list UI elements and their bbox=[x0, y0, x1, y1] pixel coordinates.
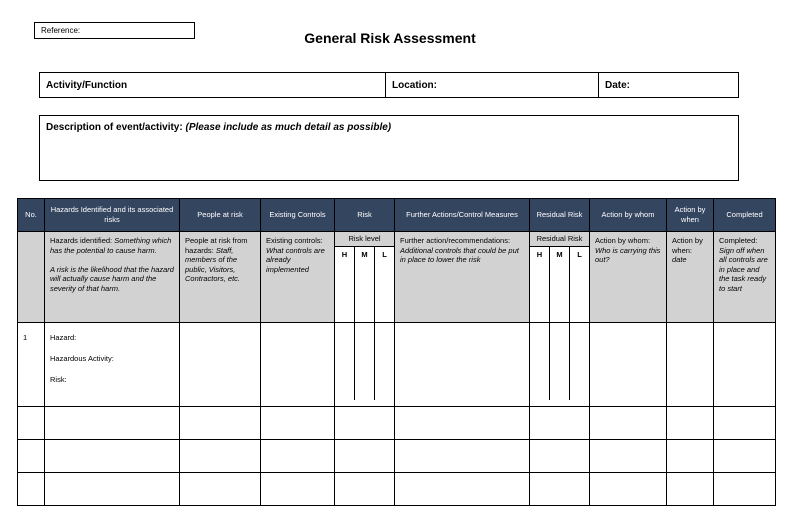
risk-l: L bbox=[375, 247, 394, 322]
reference-label: Reference: bbox=[41, 26, 81, 35]
residual-cell[interactable] bbox=[530, 323, 590, 407]
table-header-row bbox=[18, 199, 776, 232]
table-row bbox=[18, 440, 776, 473]
cell[interactable] bbox=[180, 407, 261, 440]
cell[interactable] bbox=[335, 407, 395, 440]
hazard-cell[interactable] bbox=[45, 323, 180, 407]
hazardous-activity-label: Hazardous Activity: bbox=[50, 354, 114, 363]
controls-text: What controls are already implemented bbox=[266, 245, 325, 274]
people-text: Staff, members of the public, Visitors, Contractors, etc. bbox=[185, 245, 241, 283]
cell[interactable] bbox=[667, 473, 714, 506]
cell[interactable] bbox=[590, 473, 667, 506]
cell[interactable] bbox=[335, 440, 395, 473]
header-no: No. bbox=[18, 199, 45, 232]
date-field[interactable] bbox=[599, 73, 738, 97]
header-residual: Residual Risk bbox=[530, 199, 590, 232]
risk-m: M bbox=[355, 247, 375, 322]
description-field[interactable] bbox=[39, 115, 739, 181]
cell[interactable] bbox=[261, 407, 335, 440]
guidance-people bbox=[180, 232, 261, 323]
guidance-controls bbox=[261, 232, 335, 323]
risk-label: Risk: bbox=[50, 375, 67, 384]
cell[interactable] bbox=[335, 473, 395, 506]
risk-level-label: Risk level bbox=[335, 232, 394, 247]
when-cell[interactable] bbox=[667, 323, 714, 407]
guidance-further bbox=[395, 232, 530, 323]
whom-text: Who is carrying this out? bbox=[595, 245, 661, 264]
header-controls: Existing Controls bbox=[261, 199, 335, 232]
guidance-no bbox=[18, 232, 45, 323]
header-people: People at risk bbox=[180, 199, 261, 232]
hazards-label: Hazards identified: bbox=[50, 236, 113, 245]
cell[interactable] bbox=[18, 440, 45, 473]
header-risk: Risk bbox=[335, 199, 395, 232]
further-text: Additional controls that could be put in place to lower the risk bbox=[400, 245, 519, 264]
activity-row bbox=[39, 72, 739, 98]
cell[interactable] bbox=[180, 473, 261, 506]
residual-l: L bbox=[570, 247, 589, 322]
cell[interactable] bbox=[395, 473, 530, 506]
risk-table bbox=[17, 198, 776, 506]
cell[interactable] bbox=[261, 473, 335, 506]
date-label: Date: bbox=[605, 79, 631, 91]
controls-label: Existing controls: bbox=[266, 236, 323, 245]
residual-h: H bbox=[530, 247, 550, 322]
risk-cell[interactable] bbox=[335, 323, 395, 407]
table-row bbox=[18, 323, 776, 407]
cell[interactable] bbox=[667, 407, 714, 440]
table-row bbox=[18, 473, 776, 506]
guidance-completed bbox=[714, 232, 776, 323]
header-completed: Completed bbox=[714, 199, 776, 232]
cell[interactable] bbox=[395, 407, 530, 440]
cell[interactable] bbox=[667, 440, 714, 473]
cell[interactable] bbox=[180, 440, 261, 473]
controls-cell[interactable] bbox=[261, 323, 335, 407]
cell[interactable] bbox=[590, 407, 667, 440]
guidance-residual bbox=[530, 232, 590, 323]
guidance-whom bbox=[590, 232, 667, 323]
description-label: Description of event/activity: bbox=[46, 122, 183, 133]
completed-cell[interactable] bbox=[714, 323, 776, 407]
cell[interactable] bbox=[18, 473, 45, 506]
guidance-row bbox=[18, 232, 776, 323]
completed-text: Sign off when all controls are in place and the task ready to start bbox=[719, 245, 768, 293]
activity-field[interactable] bbox=[40, 73, 386, 97]
cell[interactable] bbox=[714, 473, 776, 506]
cell[interactable] bbox=[714, 407, 776, 440]
guidance-risk bbox=[335, 232, 395, 323]
row-number: 1 bbox=[18, 323, 45, 407]
activity-label: Activity/Function bbox=[46, 79, 128, 91]
guidance-when bbox=[667, 232, 714, 323]
location-label: Location: bbox=[392, 79, 437, 91]
header-action-whom: Action by whom bbox=[590, 199, 667, 232]
cell[interactable] bbox=[45, 440, 180, 473]
whom-label: Action by whom: bbox=[595, 236, 651, 245]
people-cell[interactable] bbox=[180, 323, 261, 407]
hazard-label: Hazard: bbox=[50, 333, 77, 342]
cell[interactable] bbox=[45, 407, 180, 440]
hazards-text: Something which has the potential to cause harm. bbox=[50, 236, 172, 255]
when-text: date bbox=[672, 255, 687, 264]
page-title: General Risk Assessment bbox=[304, 30, 476, 46]
header-further: Further Actions/Control Measures bbox=[395, 199, 530, 232]
location-field[interactable] bbox=[386, 73, 599, 97]
people-label: People at risk from hazards: bbox=[185, 236, 248, 255]
cell[interactable] bbox=[395, 440, 530, 473]
whom-cell[interactable] bbox=[590, 323, 667, 407]
cell[interactable] bbox=[18, 407, 45, 440]
cell[interactable] bbox=[714, 440, 776, 473]
description-hint: (Please include as much detail as possible) bbox=[185, 122, 392, 133]
cell[interactable] bbox=[261, 440, 335, 473]
further-cell[interactable] bbox=[395, 323, 530, 407]
header-hazards: Hazards Identified and its associated risks bbox=[45, 199, 180, 232]
completed-label: Completed: bbox=[719, 236, 758, 245]
cell[interactable] bbox=[530, 473, 590, 506]
cell[interactable] bbox=[590, 440, 667, 473]
reference-field[interactable] bbox=[34, 22, 195, 39]
further-label: Further action/recommendations: bbox=[400, 236, 511, 245]
cell[interactable] bbox=[530, 407, 590, 440]
header-action-when: Action by when bbox=[667, 199, 714, 232]
residual-risk-label: Residual Risk bbox=[530, 232, 589, 247]
cell[interactable] bbox=[45, 473, 180, 506]
guidance-hazards bbox=[45, 232, 180, 323]
residual-m: M bbox=[550, 247, 570, 322]
table-row bbox=[18, 407, 776, 440]
risk-h: H bbox=[335, 247, 355, 322]
risk-definition: A risk is the likelihood that the hazard will actually cause harm and the severity of that harm. bbox=[50, 264, 174, 293]
cell[interactable] bbox=[530, 440, 590, 473]
when-label: Action by when: bbox=[672, 236, 703, 255]
